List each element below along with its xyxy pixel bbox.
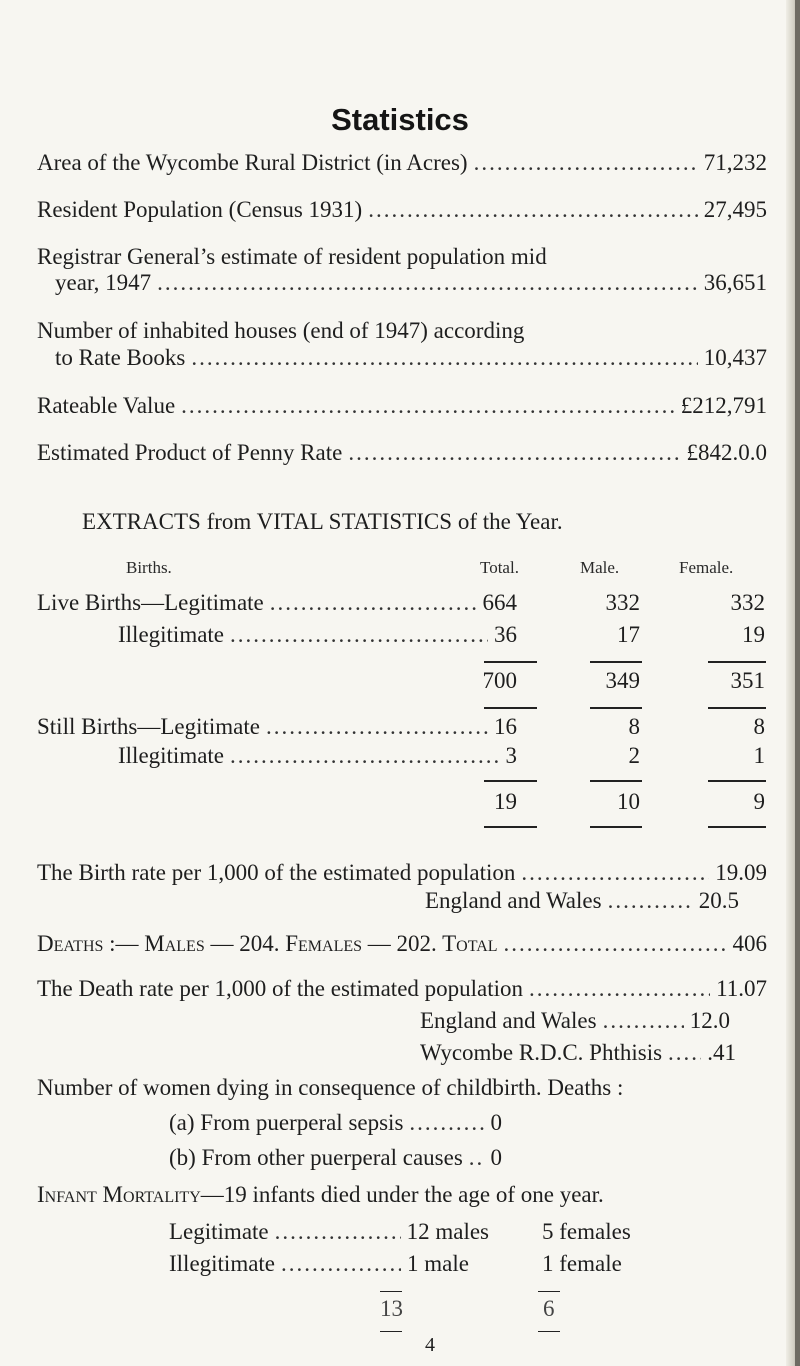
- live-illegitimate-female: 19: [742, 622, 765, 647]
- live-male-total: 349: [605, 668, 640, 693]
- males-rule: [380, 1291, 402, 1292]
- still-male-total: 10: [617, 789, 640, 814]
- total-rule: [484, 661, 537, 663]
- childbirth-heading: Number of women dying in consequence of childbirth. Deaths :: [37, 1075, 624, 1100]
- still-total: 19: [494, 789, 517, 814]
- puerperal-sepsis-row: (a) From puerperal sepsis ..... 0: [169, 1110, 502, 1136]
- page-title: Statistics: [331, 102, 469, 137]
- houses-label-line1: Number of inhabited houses (end of 1947) according: [37, 318, 525, 343]
- female-rule: [708, 780, 766, 782]
- female-rule: [708, 707, 766, 709]
- infant-females-total: 6: [543, 1296, 555, 1321]
- live-female-total: 351: [730, 668, 765, 693]
- infant-illegitimate-females: 1 female: [542, 1251, 622, 1276]
- total-rule: [484, 707, 537, 709]
- penny-rate-row: Estimated Product of Penny Rate ..... £842.0.0: [37, 440, 767, 466]
- death-rate-england-wales-row: England and Wales ..... 12.0: [420, 1008, 730, 1034]
- male-rule: [590, 826, 642, 828]
- houses-row: to Rate Books ..... 10,437: [55, 345, 767, 371]
- total-header: Total.: [480, 558, 519, 577]
- infant-males-total: 13: [380, 1296, 403, 1321]
- death-rate-row: The Death rate per 1,000 of the estimated population ..... 11.07: [37, 976, 767, 1002]
- birth-rate-england-wales-row: England and Wales ..... 20.5: [425, 888, 739, 914]
- female-rule: [708, 826, 766, 828]
- extracts-heading: EXTRACTS from VITAL STATISTICS of the Year.: [82, 509, 563, 534]
- phthisis-row: Wycombe R.D.C. Phthisis ..... .41: [420, 1040, 736, 1066]
- infant-mortality-heading: Infant Mortality—19 infants died under the age of one year.: [37, 1182, 604, 1207]
- page-edge-binding: [795, 0, 800, 1366]
- still-legitimate-male: 8: [628, 714, 640, 739]
- population-row: Resident Population (Census 1931) ..... 27,495: [37, 197, 767, 223]
- page-number: 4: [425, 1334, 435, 1356]
- still-illegitimate-male: 2: [628, 743, 640, 768]
- births-header: Births.: [126, 558, 172, 577]
- live-legitimate-male: 332: [605, 590, 640, 615]
- male-header: Male.: [580, 558, 620, 577]
- live-legitimate-row: Live Births—Legitimate ..... 664: [37, 590, 517, 616]
- still-illegitimate-female: 1: [753, 743, 765, 768]
- male-rule: [590, 780, 642, 782]
- infant-legitimate-females: 5 females: [542, 1219, 631, 1244]
- male-rule: [590, 661, 642, 663]
- other-puerperal-row: (b) From other puerperal causes ..... 0: [169, 1145, 502, 1171]
- females-rule: [538, 1291, 560, 1292]
- estimate-label-line1: Registrar General’s estimate of resident population mid: [37, 244, 547, 269]
- female-rule: [708, 661, 766, 663]
- male-rule: [590, 707, 642, 709]
- rateable-value-row: Rateable Value ..... £212,791: [37, 393, 767, 419]
- total-rule: [484, 780, 537, 782]
- still-female-total: 9: [753, 789, 765, 814]
- birth-rate-row: The Birth rate per 1,000 of the estimated population ..... 19.09: [37, 860, 767, 886]
- still-legitimate-row: Still Births—Legitimate ..... 16: [37, 714, 517, 740]
- deaths-row: Deaths :— Males — 204. Females — 202. Total ..... 406: [37, 931, 767, 957]
- estimate-row: year, 1947 ..... 36,651: [55, 270, 767, 296]
- female-header: Female.: [679, 558, 734, 577]
- females-rule: [538, 1331, 560, 1332]
- infant-illegitimate-row: Illegitimate ..... 1 male: [169, 1251, 469, 1277]
- area-row: Area of the Wycombe Rural District (in Acres) ..... 71,232: [37, 150, 767, 176]
- live-legitimate-female: 332: [730, 590, 765, 615]
- males-rule: [380, 1331, 402, 1332]
- live-illegitimate-male: 17: [617, 622, 640, 647]
- live-total: 700: [482, 668, 517, 693]
- infant-legitimate-row: Legitimate ..... 12 males: [169, 1219, 489, 1245]
- still-illegitimate-row: Illegitimate ..... 3: [118, 743, 517, 769]
- live-illegitimate-row: Illegitimate ..... 36: [118, 622, 517, 648]
- total-rule: [484, 826, 537, 828]
- still-legitimate-female: 8: [753, 714, 765, 739]
